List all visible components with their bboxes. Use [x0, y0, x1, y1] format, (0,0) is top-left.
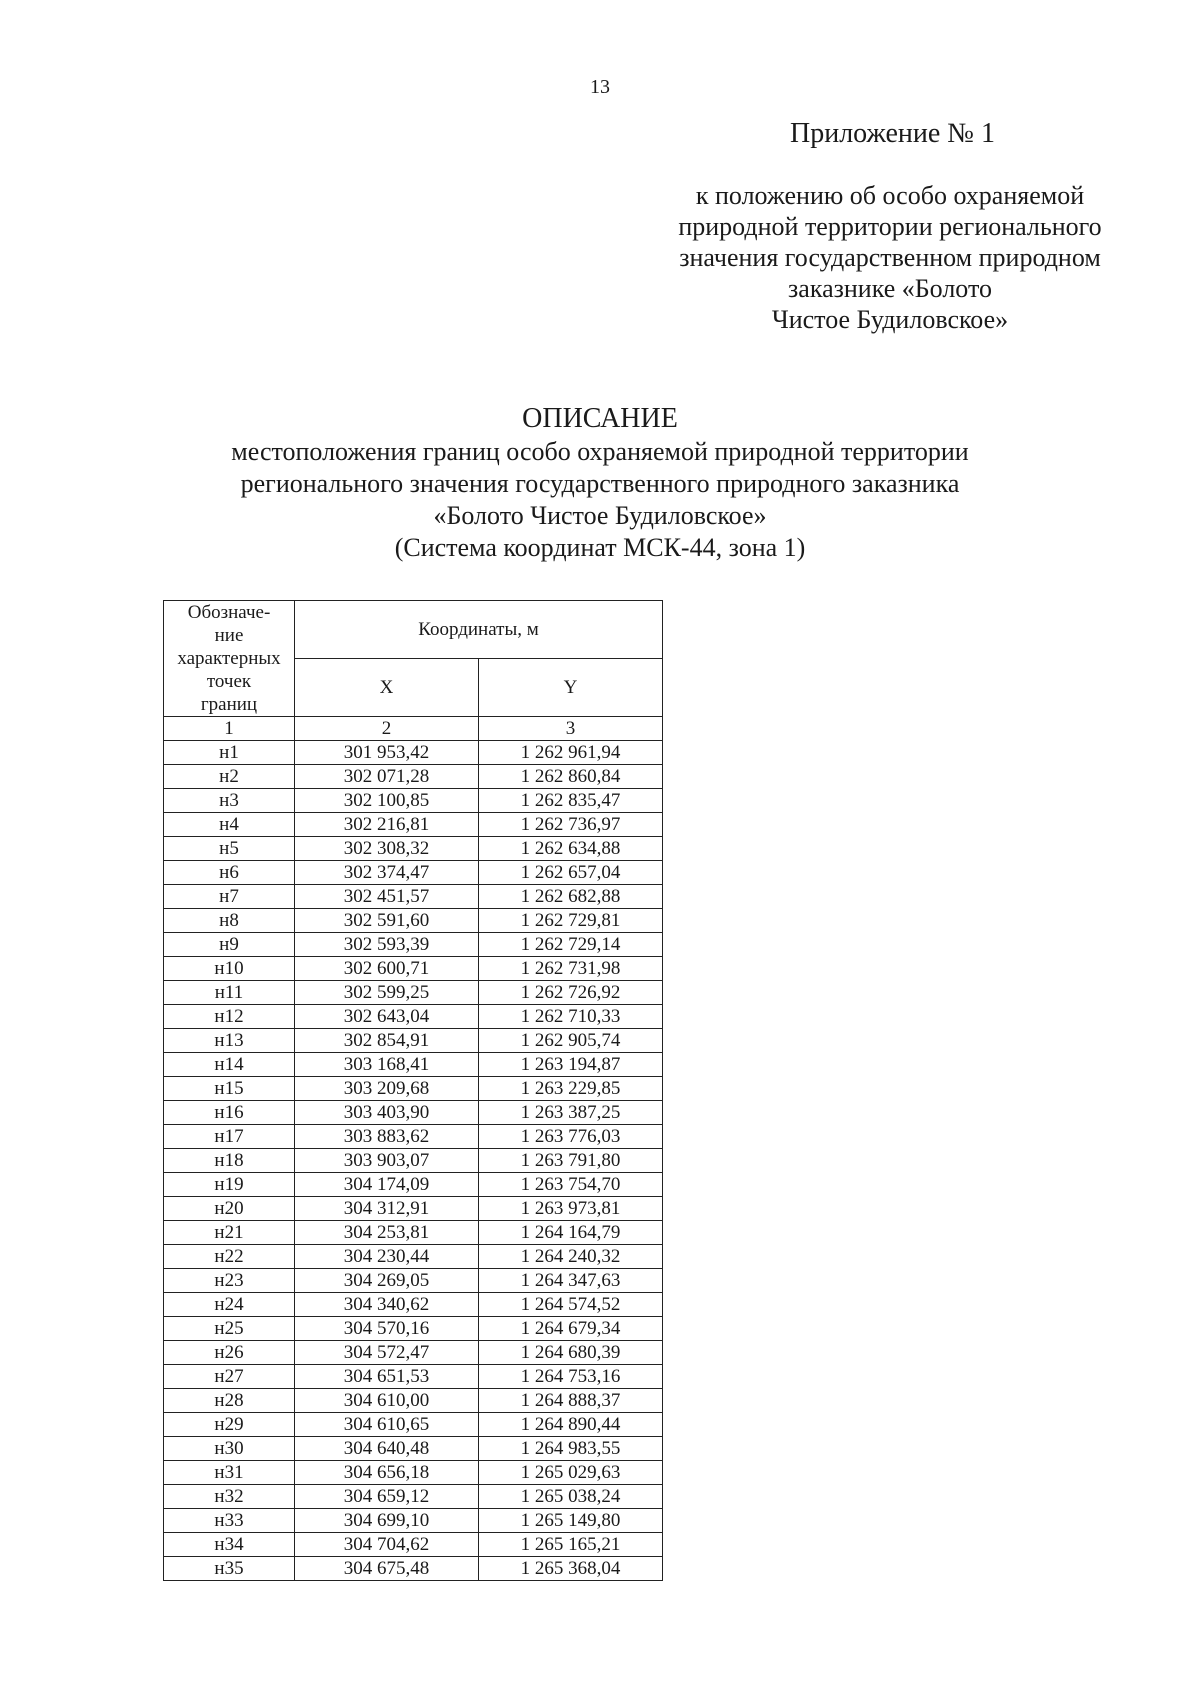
x-coordinate-cell: 302 599,25	[295, 981, 479, 1005]
point-id-cell: н6	[164, 861, 295, 885]
x-coordinate-cell: 304 659,12	[295, 1485, 479, 1509]
y-coordinate-cell: 1 263 973,81	[479, 1197, 663, 1221]
y-coordinate-cell: 1 262 729,81	[479, 909, 663, 933]
point-id-cell: н20	[164, 1197, 295, 1221]
point-id-cell: н10	[164, 957, 295, 981]
table-row	[164, 909, 663, 933]
table-row	[164, 1461, 663, 1485]
table-row	[164, 1197, 663, 1221]
y-coordinate-cell: 1 264 983,55	[479, 1437, 663, 1461]
table-row	[164, 813, 663, 837]
document-subtitle-line: местоположения границ особо охраняемой природной территории	[231, 437, 969, 466]
y-coordinate-cell: 1 263 791,80	[479, 1149, 663, 1173]
table-row	[164, 1221, 663, 1245]
y-coordinate-cell: 1 263 229,85	[479, 1077, 663, 1101]
document-subtitle-line: «Болото Чистое Будиловское»	[433, 501, 767, 530]
x-coordinate-cell: 304 675,48	[295, 1557, 479, 1581]
point-id-cell: н2	[164, 765, 295, 789]
table-row	[164, 1077, 663, 1101]
point-id-cell: н25	[164, 1317, 295, 1341]
x-coordinate-cell: 304 640,48	[295, 1437, 479, 1461]
appendix-line: к положению об особо охраняемой	[695, 181, 1085, 210]
point-id-cell: н31	[164, 1461, 295, 1485]
y-coordinate-cell: 1 264 240,32	[479, 1245, 663, 1269]
point-id-cell: н19	[164, 1173, 295, 1197]
document-title: ОПИСАНИЕ	[522, 403, 678, 434]
column-number: 3	[479, 717, 663, 741]
point-id-cell: н13	[164, 1029, 295, 1053]
column-number-row	[164, 717, 663, 741]
document-subtitle-line: регионального значения государственного природного заказника	[240, 469, 960, 498]
header-point-line: точек	[206, 671, 252, 692]
y-coordinate-cell: 1 264 888,37	[479, 1389, 663, 1413]
y-coordinate-cell: 1 264 680,39	[479, 1341, 663, 1365]
y-coordinate-cell: 1 263 776,03	[479, 1125, 663, 1149]
appendix-line: значения государственном природном	[679, 243, 1101, 272]
point-id-cell: н7	[164, 885, 295, 909]
appendix-line: природной территории регионального	[678, 212, 1102, 241]
document-heading	[0, 402, 1200, 564]
x-coordinate-cell: 304 269,05	[295, 1269, 479, 1293]
appendix-description	[640, 180, 1140, 335]
y-coordinate-cell: 1 264 347,63	[479, 1269, 663, 1293]
y-coordinate-cell: 1 262 710,33	[479, 1005, 663, 1029]
y-coordinate-cell: 1 265 029,63	[479, 1461, 663, 1485]
y-coordinate-cell: 1 265 038,24	[479, 1485, 663, 1509]
y-coordinate-cell: 1 262 682,88	[479, 885, 663, 909]
point-id-cell: н30	[164, 1437, 295, 1461]
header-point-designation	[164, 601, 295, 717]
x-coordinate-cell: 303 168,41	[295, 1053, 479, 1077]
point-id-cell: н12	[164, 1005, 295, 1029]
table-row	[164, 1053, 663, 1077]
table-row	[164, 1365, 663, 1389]
x-coordinate-cell: 304 340,62	[295, 1293, 479, 1317]
point-id-cell: н34	[164, 1533, 295, 1557]
table-row	[164, 1293, 663, 1317]
point-id-cell: н35	[164, 1557, 295, 1581]
point-id-cell: н4	[164, 813, 295, 837]
page-number: 13	[590, 76, 610, 98]
point-id-cell: н33	[164, 1509, 295, 1533]
table-row	[164, 789, 663, 813]
y-coordinate-cell: 1 262 835,47	[479, 789, 663, 813]
point-id-cell: н9	[164, 933, 295, 957]
x-coordinate-cell: 304 704,62	[295, 1533, 479, 1557]
x-coordinate-cell: 301 953,42	[295, 741, 479, 765]
y-coordinate-cell: 1 265 165,21	[479, 1533, 663, 1557]
table-header	[164, 601, 663, 741]
table-row	[164, 861, 663, 885]
column-number: 1	[164, 717, 295, 741]
y-coordinate-cell: 1 264 164,79	[479, 1221, 663, 1245]
table-row	[164, 741, 663, 765]
table-row	[164, 1005, 663, 1029]
x-coordinate-cell: 303 903,07	[295, 1149, 479, 1173]
header-point-line: ние	[214, 625, 244, 646]
x-coordinate-cell: 304 699,10	[295, 1509, 479, 1533]
table-row	[164, 1149, 663, 1173]
table-row	[164, 1485, 663, 1509]
y-coordinate-cell: 1 262 657,04	[479, 861, 663, 885]
x-coordinate-cell: 302 216,81	[295, 813, 479, 837]
appendix-line: заказнике «Болото	[788, 274, 992, 303]
x-coordinate-cell: 302 600,71	[295, 957, 479, 981]
header-point-line: характерных	[177, 648, 281, 669]
point-id-cell: н11	[164, 981, 295, 1005]
point-id-cell: н24	[164, 1293, 295, 1317]
table-body	[164, 741, 663, 1581]
point-id-cell: н5	[164, 837, 295, 861]
x-coordinate-cell: 304 312,91	[295, 1197, 479, 1221]
table-row	[164, 981, 663, 1005]
y-coordinate-cell: 1 265 368,04	[479, 1557, 663, 1581]
y-coordinate-cell: 1 263 387,25	[479, 1101, 663, 1125]
y-coordinate-cell: 1 264 679,34	[479, 1317, 663, 1341]
table-row	[164, 1557, 663, 1581]
point-id-cell: н16	[164, 1101, 295, 1125]
x-coordinate-cell: 304 230,44	[295, 1245, 479, 1269]
y-coordinate-cell: 1 262 731,98	[479, 957, 663, 981]
point-id-cell: н17	[164, 1125, 295, 1149]
x-coordinate-cell: 304 610,65	[295, 1413, 479, 1437]
table-row	[164, 1245, 663, 1269]
table-row	[164, 1533, 663, 1557]
point-id-cell: н21	[164, 1221, 295, 1245]
x-coordinate-cell: 302 451,57	[295, 885, 479, 909]
x-coordinate-cell: 303 209,68	[295, 1077, 479, 1101]
x-coordinate-cell: 302 854,91	[295, 1029, 479, 1053]
x-coordinate-cell: 303 883,62	[295, 1125, 479, 1149]
x-coordinate-cell: 304 610,00	[295, 1389, 479, 1413]
table-row	[164, 957, 663, 981]
header-y: Y	[479, 659, 663, 717]
x-coordinate-cell: 304 656,18	[295, 1461, 479, 1485]
y-coordinate-cell: 1 262 860,84	[479, 765, 663, 789]
table-row	[164, 1101, 663, 1125]
table-row	[164, 933, 663, 957]
y-coordinate-cell: 1 264 890,44	[479, 1413, 663, 1437]
appendix-line: Чистое Будиловское»	[771, 305, 1009, 334]
y-coordinate-cell: 1 262 634,88	[479, 837, 663, 861]
header-coordinates: Координаты, м	[295, 601, 663, 659]
table-row	[164, 1341, 663, 1365]
y-coordinate-cell: 1 262 736,97	[479, 813, 663, 837]
coordinates-table	[163, 600, 663, 1581]
point-id-cell: н27	[164, 1365, 295, 1389]
y-coordinate-cell: 1 264 574,52	[479, 1293, 663, 1317]
table-row	[164, 1173, 663, 1197]
table-row	[164, 837, 663, 861]
point-id-cell: н32	[164, 1485, 295, 1509]
column-number: 2	[295, 717, 479, 741]
point-id-cell: н29	[164, 1413, 295, 1437]
y-coordinate-cell: 1 263 194,87	[479, 1053, 663, 1077]
table-row	[164, 1413, 663, 1437]
point-id-cell: н23	[164, 1269, 295, 1293]
table-row	[164, 1509, 663, 1533]
x-coordinate-cell: 302 071,28	[295, 765, 479, 789]
point-id-cell: н14	[164, 1053, 295, 1077]
table-row	[164, 1029, 663, 1053]
header-point-line: границ	[200, 694, 258, 715]
x-coordinate-cell: 304 572,47	[295, 1341, 479, 1365]
y-coordinate-cell: 1 262 905,74	[479, 1029, 663, 1053]
point-id-cell: н8	[164, 909, 295, 933]
x-coordinate-cell: 304 253,81	[295, 1221, 479, 1245]
point-id-cell: н3	[164, 789, 295, 813]
header-x: X	[295, 659, 479, 717]
x-coordinate-cell: 302 308,32	[295, 837, 479, 861]
x-coordinate-cell: 302 591,60	[295, 909, 479, 933]
table-row	[164, 1269, 663, 1293]
point-id-cell: н1	[164, 741, 295, 765]
y-coordinate-cell: 1 264 753,16	[479, 1365, 663, 1389]
document-subtitle-line: (Система координат МСК-44, зона 1)	[394, 533, 806, 562]
table-row	[164, 765, 663, 789]
x-coordinate-cell: 302 593,39	[295, 933, 479, 957]
y-coordinate-cell: 1 262 726,92	[479, 981, 663, 1005]
x-coordinate-cell: 302 100,85	[295, 789, 479, 813]
y-coordinate-cell: 1 262 729,14	[479, 933, 663, 957]
y-coordinate-cell: 1 263 754,70	[479, 1173, 663, 1197]
point-id-cell: н15	[164, 1077, 295, 1101]
table-row	[164, 885, 663, 909]
table-row	[164, 1437, 663, 1461]
x-coordinate-cell: 302 643,04	[295, 1005, 479, 1029]
x-coordinate-cell: 303 403,90	[295, 1101, 479, 1125]
point-id-cell: н26	[164, 1341, 295, 1365]
table-row	[164, 1125, 663, 1149]
x-coordinate-cell: 304 570,16	[295, 1317, 479, 1341]
x-coordinate-cell: 304 174,09	[295, 1173, 479, 1197]
table-row	[164, 1389, 663, 1413]
point-id-cell: н28	[164, 1389, 295, 1413]
x-coordinate-cell: 304 651,53	[295, 1365, 479, 1389]
point-id-cell: н18	[164, 1149, 295, 1173]
header-point-line: Обозначе-	[187, 602, 271, 623]
y-coordinate-cell: 1 262 961,94	[479, 741, 663, 765]
point-id-cell: н22	[164, 1245, 295, 1269]
y-coordinate-cell: 1 265 149,80	[479, 1509, 663, 1533]
appendix-title: Приложение № 1	[790, 118, 995, 149]
x-coordinate-cell: 302 374,47	[295, 861, 479, 885]
table-row	[164, 1317, 663, 1341]
